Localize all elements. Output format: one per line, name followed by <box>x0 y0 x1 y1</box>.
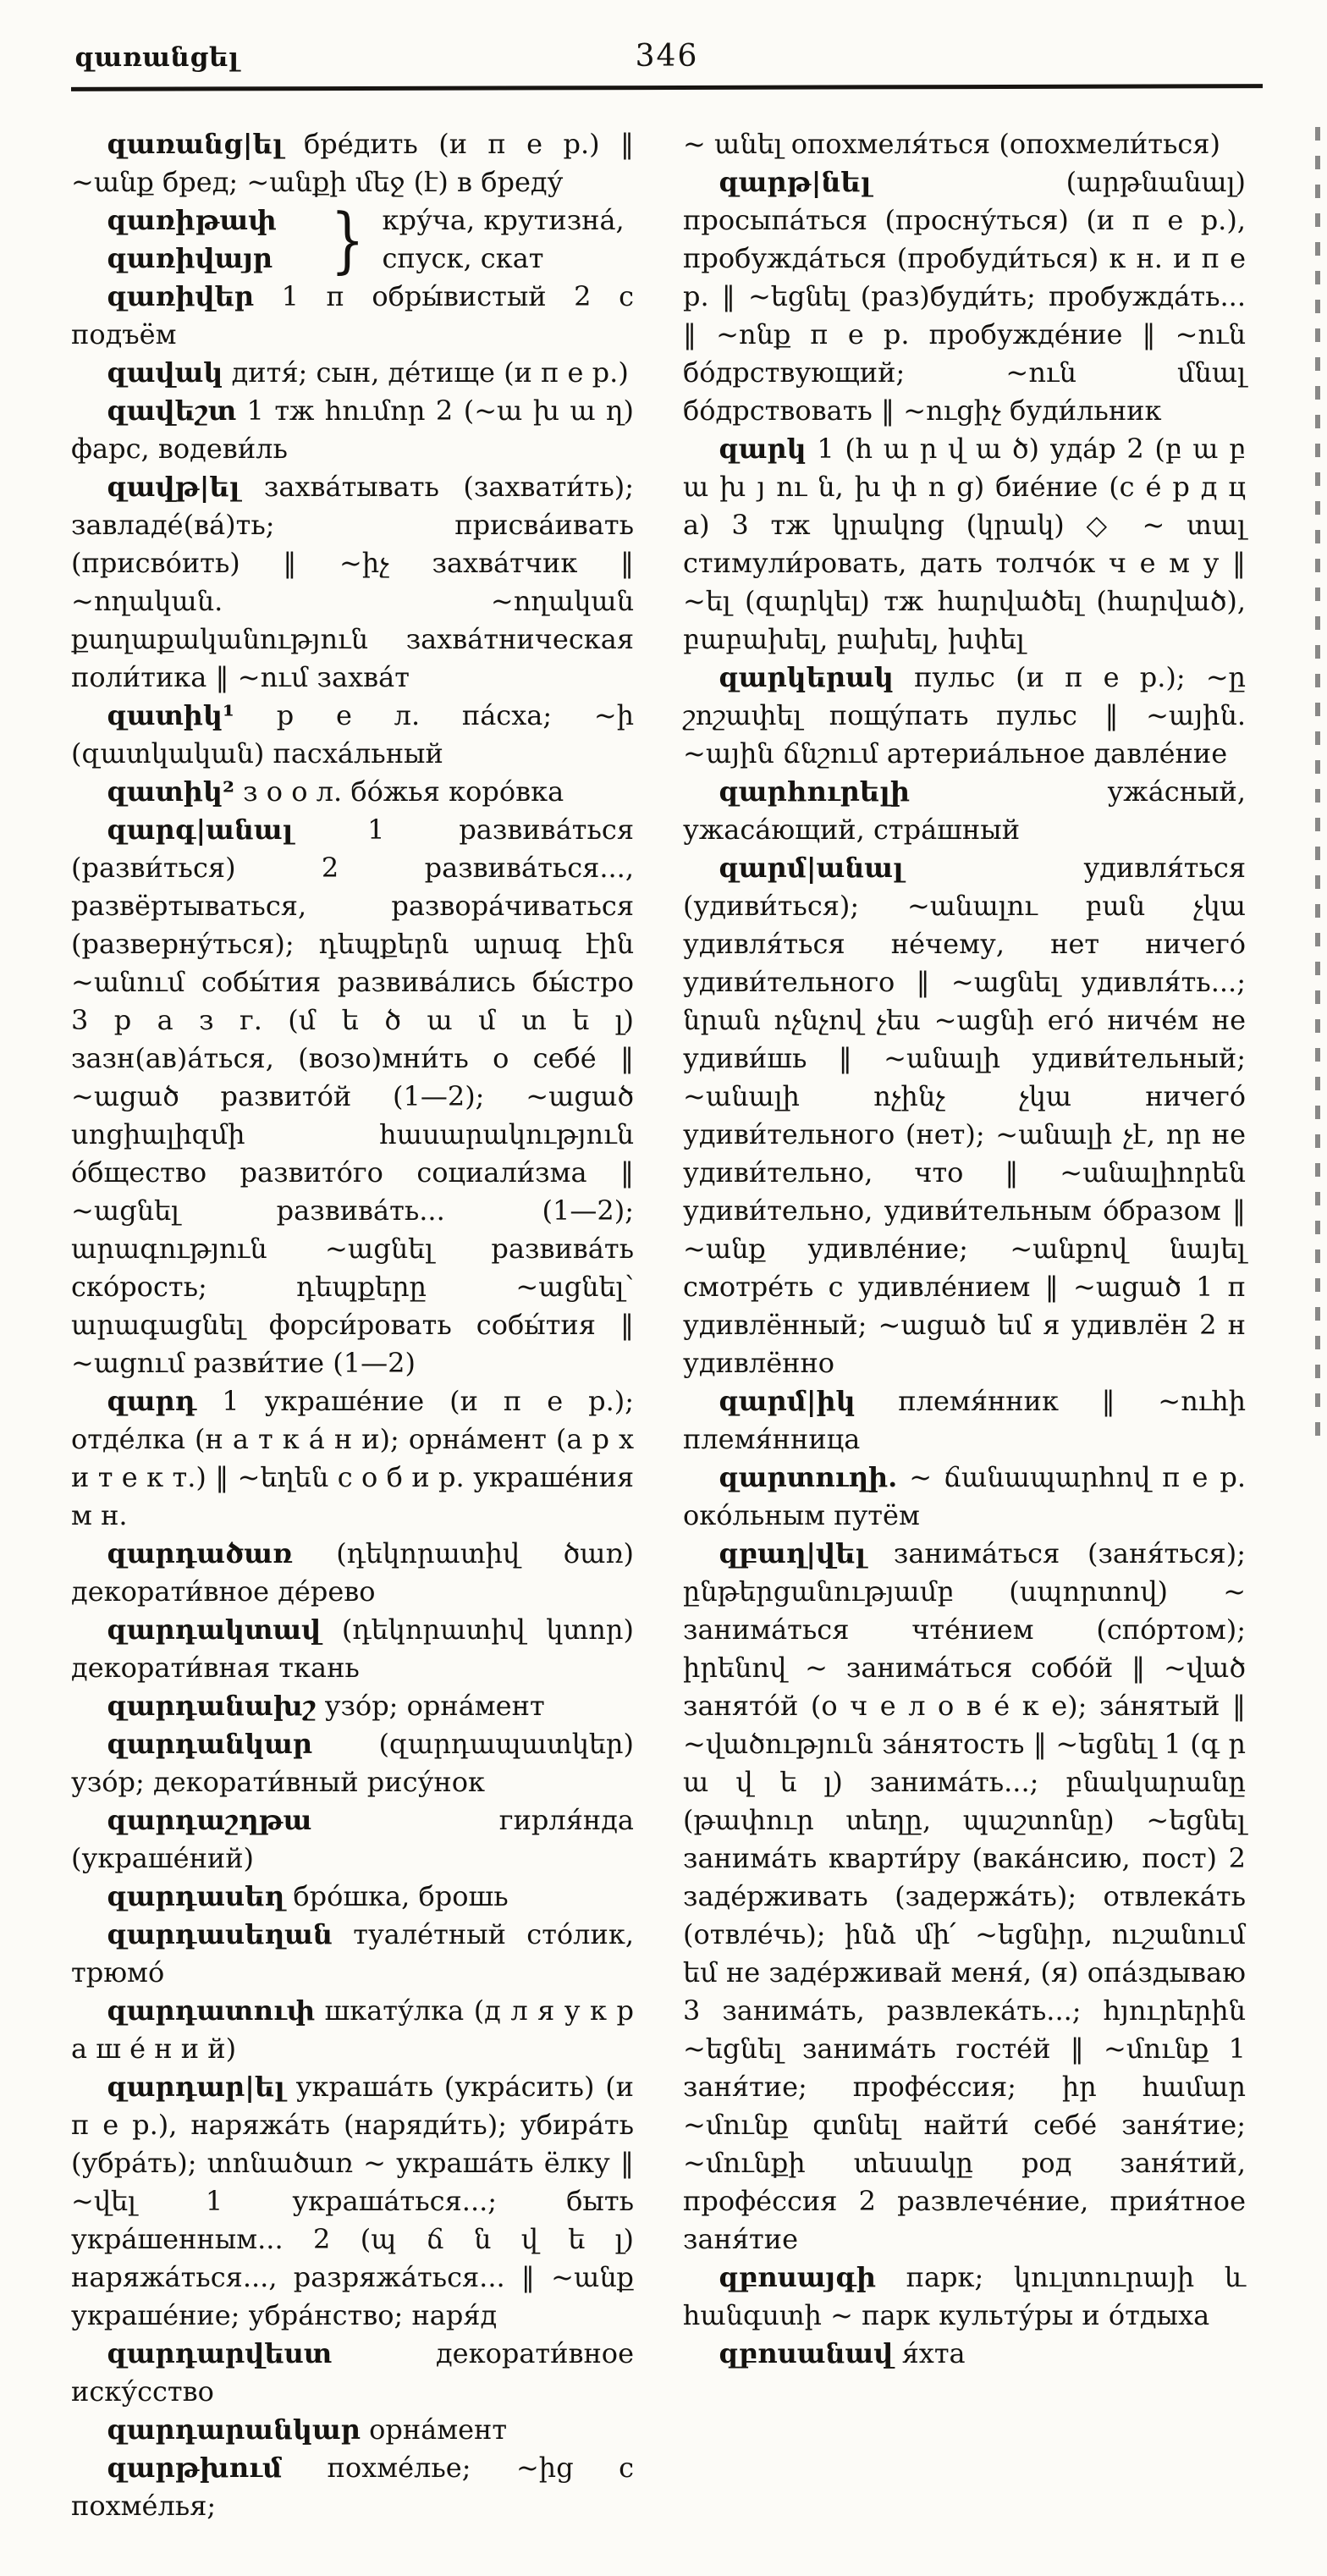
right-column <box>683 125 1246 2525</box>
entry-body: парк; կուլտուրայի և հանգստի ~ парк культу́ры и о́тдыха <box>683 2261 1246 2331</box>
page-number: 346 <box>635 39 699 74</box>
dictionary-entry <box>683 2259 1246 2335</box>
headword: զարմ|անալ <box>719 852 904 884</box>
dictionary-entry <box>71 1801 634 1878</box>
headword: զարդարանկար <box>107 2413 361 2446</box>
dictionary-entry <box>71 1535 634 1611</box>
entry-body: удивля́ться (удиви́ться); ~անալու բան չկա удивля́ться не́чему, нет ничего́ удиви́тельного ‖ ~ացնել удивля́ть...; նրան ոչնչով չես ~ացնի его́ ниче́м не удиви́шь ‖ ~անալի удиви́тельный; ~անալի ոչինչ չկա ничего́ удиви́тельного (нет); ~անալի չէ, որ не удиви́тельно, что ‖ ~անալիորեն удиви́тельно, удиви́тельным о́бразом ‖ ~անք удивле́ние; ~անքով նայել смотре́ть с удивле́нием ‖ ~ացած 1 п удивлённый; ~ացած եմ я удивлён 2 н удивлённо <box>683 852 1246 1379</box>
headword: զարտուղի. <box>719 1461 898 1493</box>
headword: զբոսայգի <box>719 2261 876 2293</box>
headword: զարդասեղ <box>107 1880 285 1912</box>
dictionary-entry <box>71 354 634 392</box>
page-header <box>71 39 1263 74</box>
dictionary-entry <box>683 1535 1246 2259</box>
headword: զարհուրելի <box>719 775 911 808</box>
dictionary-entry <box>71 2411 634 2449</box>
headword: զարթխում <box>107 2452 283 2484</box>
entry-body: бре́дить (и п е р.) ‖ ~անք бред; ~անքի մեջ (է) в бреду́ <box>71 128 634 198</box>
entry-body: ~ անել опохмеля́ться (опохмели́ться) <box>683 128 1220 160</box>
dictionary-entry <box>683 849 1246 1382</box>
headword: զարմ|իկ <box>719 1385 856 1417</box>
headword: զարկ <box>719 433 807 465</box>
entry-body: 1 украше́ние (и п е р.); отде́лка (н а т к а́ н и); орна́мент (а р х и т е к т.) ‖ ~եղեն с о б и р. украше́ния м н. <box>71 1385 634 1531</box>
entry-body: р е л. па́сха; ~ի (զատկական) пасха́льный <box>71 699 634 769</box>
entry-body: шкату́лка (д л я у к р а ш е́ н и й) <box>71 1994 634 2065</box>
dictionary-entry <box>683 1382 1246 1459</box>
dictionary-entry <box>683 659 1246 773</box>
headword: զբաղ|վել <box>719 1537 867 1569</box>
brace-translations <box>382 201 634 278</box>
entry-body: 1 тж հումոր 2 (~ա խ ա ղ) фарс, водеви́ль <box>71 394 634 465</box>
headword: զավթ|ել <box>107 471 240 503</box>
headword: զարդանախշ <box>107 1690 317 1722</box>
entry-body: я́хта <box>893 2337 966 2369</box>
guide-word: զառանցել <box>74 42 240 73</box>
entry-body: 1 (հ ա ր վ ա ծ) уда́р 2 (բ ա բ ա խ յ ու ն, խ փ ո ց) бие́ние (с е́ р д ц а) 3 тж կրակոց (կրակ) ◇ ~ տալ стимули́ровать, дать толчо́к ч е м у ‖ ~ել (զարկել) тж հարվածել (հարված), բաբախել, բախել, խփել <box>683 433 1246 655</box>
entry-body: занима́ться (заня́ться); ընթերցանությամբ (սպորտով) ~ занима́ться чте́нием (спо́ртом); իրենով ~ занима́ться собо́й ‖ ~ված занято́й (о ч е л о в е́ к е); за́нятый ‖ ~վածություն за́нятость ‖ ~եցնել 1 (գ ր ա վ ե լ) занима́ть...; բնակարանը (թափուր տեղը, պաշտոնը) ~եցնել занима́ть кварти́ру (вака́нсию, пост) 2 заде́рживать (задержа́ть); отвлека́ть (отвле́чь); ինձ մի՛ ~եցնիր, ուշանում եմ не заде́рживай меня́, (я) опа́здываю 3 занима́ть, развлека́ть...; հյուրերին ~եցնել занима́ть госте́й ‖ ~մունք 1 заня́тие; профе́ссия; իր համար ~մունք գտնել найти́ себе́ заня́тие; ~մունքի տեսակը род заня́тий, профе́ссия 2 развлече́ние, прия́тное заня́тие <box>683 1537 1246 2255</box>
dictionary-entry <box>683 125 1246 163</box>
entry-body: похме́лье; ~ից с похме́лья; <box>71 2452 634 2522</box>
entry-body: (դեկորատիվ ծառ) декорати́вное де́рево <box>71 1537 634 1608</box>
entry-body: ~ ճանապարհով п е р. око́льным путём <box>683 1461 1246 1531</box>
dictionary-entry <box>683 163 1246 430</box>
headword: զարդաշղթա <box>107 1804 312 1836</box>
entry-body: захва́тывать (захвати́ть); завладе́(ва́)ть; присва́ивать (присво́ить) ‖ ~իչ захва́тчик ‖ ~ողական. ~ողական քաղաքականություն захва́тническая поли́тика ‖ ~ում захва́т <box>71 471 634 693</box>
entry-body: (զարդապատկեր) узо́р; декорати́вный рису́нок <box>71 1728 634 1798</box>
headword: զավակ <box>107 356 223 389</box>
header-rule <box>71 84 1263 91</box>
entry-body: ужа́сный, ужаса́ющий, стра́шный <box>683 775 1246 846</box>
headword: զատիկ¹ <box>107 699 234 731</box>
dictionary-entry <box>71 1725 634 1801</box>
brace-headwords <box>71 201 325 278</box>
headword: զարդանկար <box>107 1728 312 1760</box>
dictionary-entry <box>71 1382 634 1535</box>
entry-body: туале́тный сто́лик, трюмо́ <box>71 1918 634 1989</box>
entry-body: з о о л. бо́жья коро́вка <box>234 775 564 808</box>
dictionary-entry <box>683 430 1246 659</box>
dictionary-entry <box>71 392 634 468</box>
dictionary-entry <box>683 773 1246 849</box>
headword: զարկերակ <box>719 661 894 693</box>
dictionary-entry <box>71 773 634 811</box>
headword: զբոսանավ <box>719 2337 894 2369</box>
dictionary-entry <box>71 2449 634 2525</box>
headword: զարդ <box>107 1385 197 1417</box>
dictionary-entry <box>71 1611 634 1687</box>
dictionary-entry <box>683 1459 1246 1535</box>
headword: զարդածառ <box>107 1537 293 1569</box>
entry-body: (դեկորատիվ կտոր) декорати́вная ткань <box>71 1613 634 1684</box>
headword: զարդասեղան <box>107 1918 333 1950</box>
dictionary-entry <box>71 811 634 1382</box>
headword: զարթ|նել <box>719 166 872 198</box>
dictionary-entry <box>71 1878 634 1916</box>
entry-body: 1 п обры́вистый 2 с подъём <box>71 280 634 350</box>
dictionary-columns <box>71 125 1263 2525</box>
dictionary-entry <box>71 1992 634 2068</box>
headword: զավեշտ <box>107 394 237 427</box>
brace-entry <box>71 198 634 281</box>
brace-headword: զառիվայր <box>107 242 273 274</box>
entry-body: декорати́вное иску́сство <box>71 2337 634 2408</box>
entry-body: племя́нник ‖ ~ուհի племя́нница <box>683 1385 1246 1455</box>
headword: զարգ|անալ <box>107 814 294 846</box>
dictionary-entry <box>71 697 634 773</box>
scan-artifact <box>1315 127 1320 1448</box>
headword: զատիկ² <box>107 775 234 808</box>
headword: զարդար|ել <box>107 2071 285 2103</box>
brace-glyph: } <box>330 198 365 281</box>
brace-line: спуск, скат <box>382 242 544 274</box>
dictionary-entry <box>71 278 634 354</box>
brace-headword: զառիթափ <box>107 204 277 236</box>
dictionary-entry <box>71 468 634 697</box>
entry-body: бро́шка, брошь <box>284 1880 509 1912</box>
dictionary-entry <box>71 1916 634 1992</box>
headword: զառանց|ել <box>107 128 284 160</box>
dictionary-entry <box>683 2335 1246 2373</box>
brace-line: кру́ча, крутизна́, <box>382 204 625 236</box>
entry-body: пульс (и п е р.); ~ը շոշափել пощу́пать пульс ‖ ~ային. ~ային ճնշում артериа́льное давле́ние <box>683 661 1246 769</box>
headword: զարդատուփ <box>107 1994 316 2027</box>
dictionary-entry <box>71 1687 634 1725</box>
left-column <box>71 125 634 2525</box>
headword: զարդարվեստ <box>107 2337 333 2369</box>
dictionary-entry <box>71 2335 634 2411</box>
entry-body: 1 развива́ться (разви́ться) 2 развива́ться..., развёртываться, развора́чиваться (разверну́ться); դեպքերն արագ էին ~անում собы́тия развива́лись бы́стро 3 р а з г. (մ ե ծ ա մ տ ե լ) зазн(ав)а́ться, (возо)мни́ть о себе́ ‖ ~ացած развито́й (1—2); ~ացած սոցիալիզմի հասարակություն о́бщество развито́го социали́зма ‖ ~ացնել развива́ть... (1—2); արագություն ~ացնել развива́ть ско́рость; դեպքերը ~ացնել՝ արագացնել форси́ровать собы́тия ‖ ~ացում разви́тие (1—2) <box>71 814 634 1379</box>
entry-body: дитя́; сын, де́тище (и п е р.) <box>223 356 629 389</box>
dictionary-entry <box>71 2068 634 2335</box>
headword: զառիվեր <box>107 280 255 312</box>
headword: զարդակտավ <box>107 1613 322 1646</box>
entry-body: (արթնանալ) просыпа́ться (просну́ться) (и п е р.), пробужда́ться (пробуди́ться) к н. и п е р. ‖ ~եցնել (раз)буди́ть; пробужда́ть... ‖ ~ոնք п е р. пробужде́ние ‖ ~ուն бо́дрствующий; ~ուն մնալ бо́дрствовать ‖ ~ուցիչ буди́льник <box>683 166 1246 427</box>
dictionary-entry <box>71 125 634 201</box>
entry-body: орна́мент <box>360 2413 508 2446</box>
entry-body: гирля́нда (украше́ний) <box>71 1804 634 1874</box>
entry-body: украша́ть (укра́сить) (и п е р.), наряжа́ть (наряди́ть); убира́ть (убра́ть); տոնածառ ~ украша́ть ёлку ‖ ~վել 1 украша́ться...; быть укра́шенным... 2 (պ ճ ն վ ե լ) наряжа́ться..., разряжа́ться... ‖ ~անք украше́ние; убра́нство; наря́д <box>71 2071 634 2331</box>
entry-body: узо́р; орна́мент <box>316 1690 545 1722</box>
